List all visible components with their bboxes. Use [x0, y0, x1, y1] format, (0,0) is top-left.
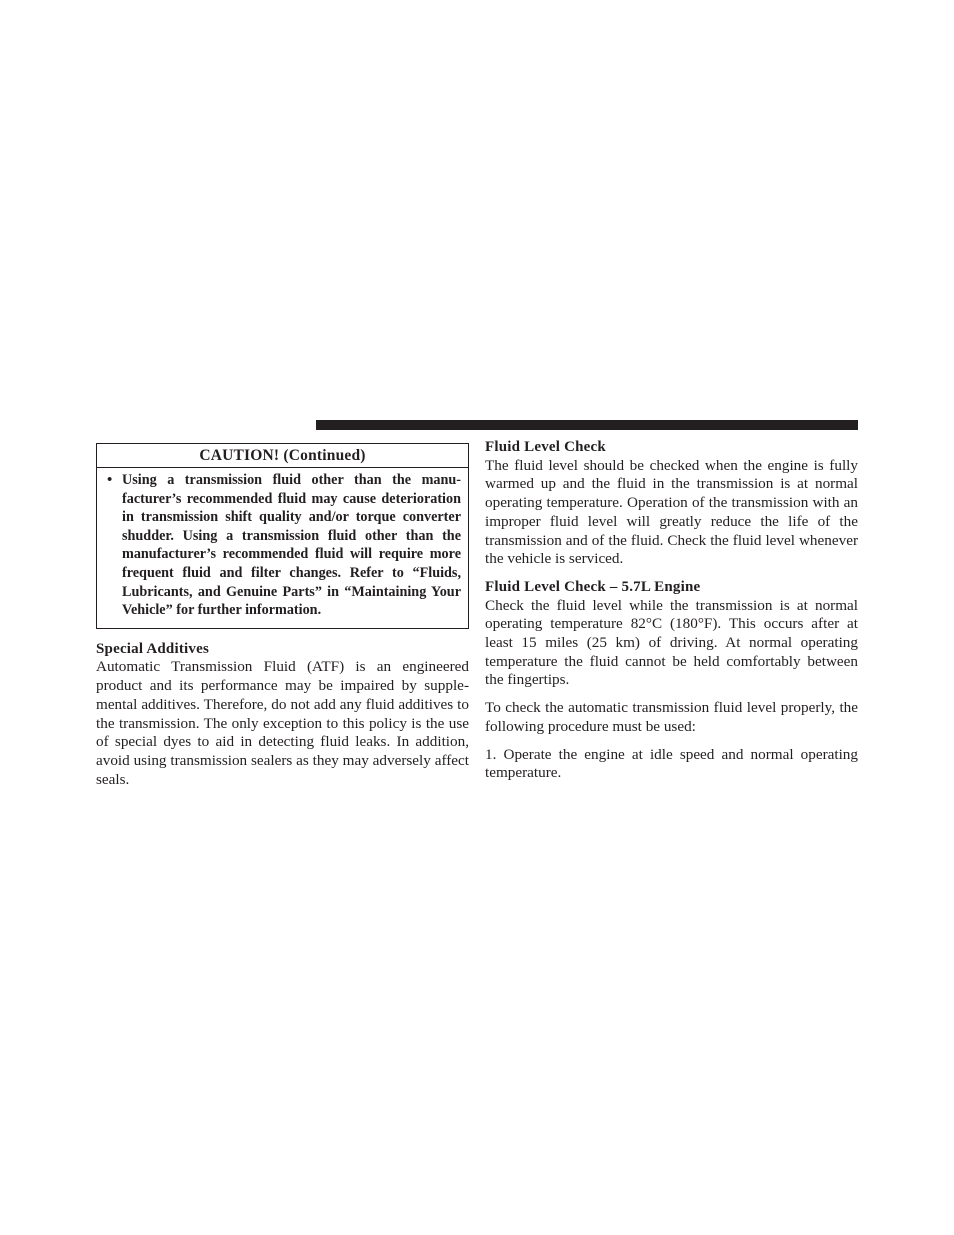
header-rule-bar [316, 420, 858, 430]
caution-box [96, 443, 469, 629]
fluid-level-check-57-heading: Fluid Level Check – 5.7L Engine [485, 578, 701, 595]
procedure-step-1: 1. Operate the engine at idle speed and normal operating temperature. [485, 745, 858, 782]
caution-bullet-text: Using a transmission fluid other than the manufacturer’s recommended fluid may cause deterioration in transmission shift quality and/or torque converter shudder. Using a transmission fluid other than the manufacturer’s recommended fluid will require more frequent fluid and filter changes. Refer to “Fluids, Lubricants, and Genuine Parts” in “Maintaining Your Vehicle” for further information. [122, 472, 461, 619]
special-additives-body: Automatic Transmission Fluid (ATF) is an engineered product and its performance may be impaired by supplemental additives. Therefore, do not add any fluid additives to the transmission. The only exception to this policy is the use of special dyes to aid in detecting fluid leaks. In addition, avoid using transmission sealers as they may adversely affect seals. [96, 658, 469, 788]
special-additives-heading: Special Additives [96, 640, 209, 657]
fluid-level-check-heading: Fluid Level Check [485, 439, 606, 455]
caution-body [97, 468, 468, 628]
caution-header: CAUTION! (Continued) [97, 444, 468, 468]
fluid-level-check-57-body: Check the fluid level while the transmission is at normal operating temperature 82°C (180°F). This occurs after at least 15 miles (25 km) of driving. At normal operating temperature the fluid cannot be held comfortably between the fingertips. [485, 596, 858, 689]
right-column [485, 438, 858, 783]
fluid-level-check-57-section [485, 578, 858, 690]
caution-bullet-item [107, 471, 461, 620]
left-column [96, 438, 469, 789]
special-additives-section [96, 640, 469, 790]
fluid-level-check-body: The fluid level should be checked when the engine is fully warmed up and the fluid in the transmission is at normal operating temperature. Operation of the transmission with an improper fluid level will greatly reduce the life of the transmission and of the fluid. Check the fluid level whenever the vehicle is serviced. [485, 456, 858, 568]
fluid-level-check-section [485, 438, 858, 569]
bullet-icon: • [107, 472, 113, 488]
procedure-intro: To check the automatic transmission fluid level properly, the following procedure must be used: [485, 699, 858, 735]
